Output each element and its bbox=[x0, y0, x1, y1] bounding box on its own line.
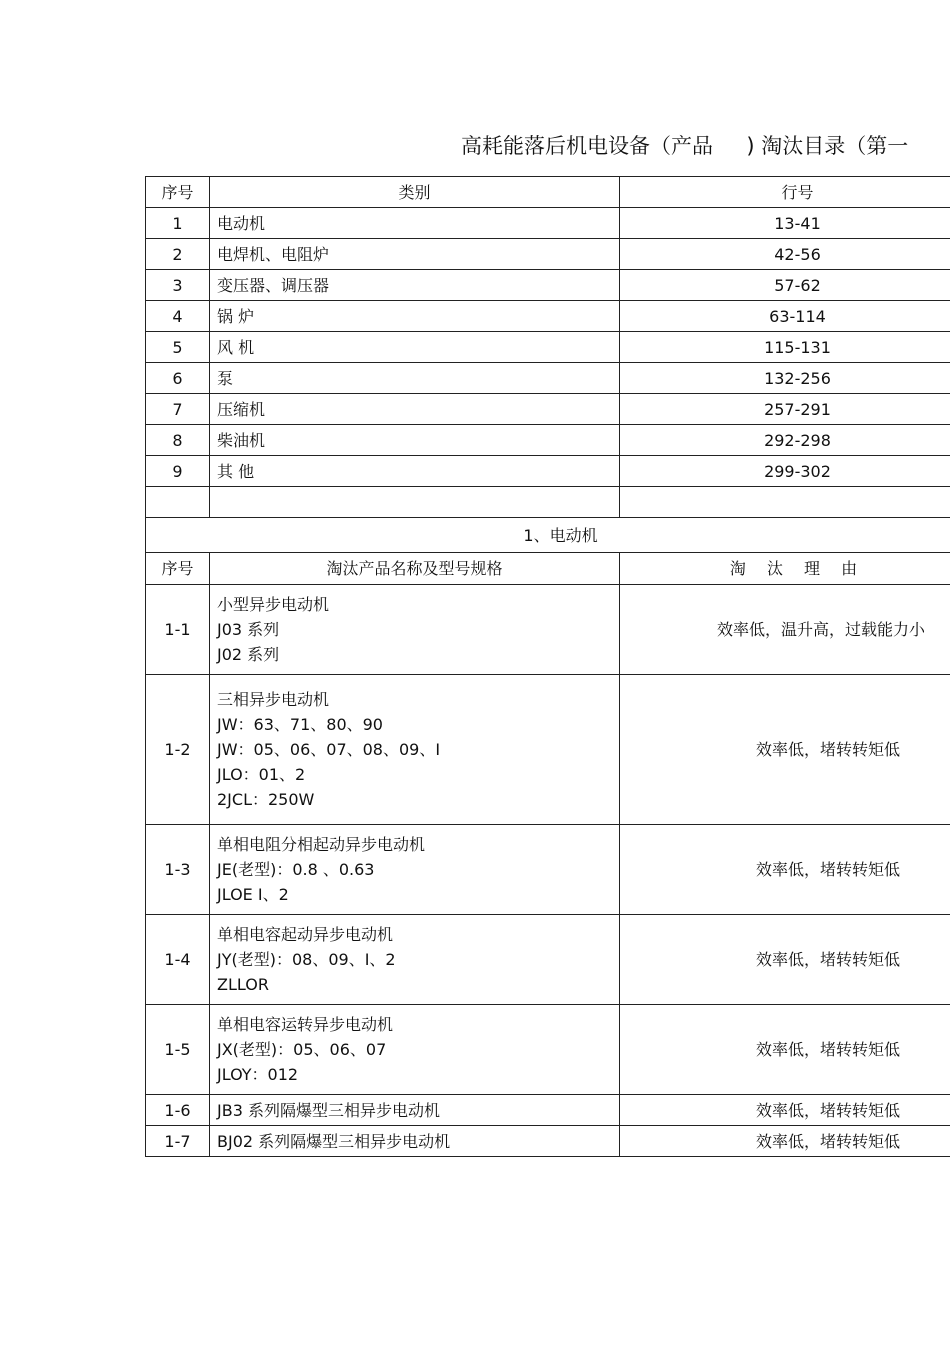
document-title: 高耗能落后机电设备（产品 ) 淘汰目录（第一 bbox=[461, 134, 909, 158]
table-row bbox=[146, 675, 950, 825]
row-no: 1-6 bbox=[146, 1095, 210, 1126]
row-category: 变压器、调压器 bbox=[210, 270, 620, 301]
product-line: JB3 系列隔爆型三相异步电动机 bbox=[210, 1095, 620, 1126]
product-line: J03 系列 bbox=[217, 620, 280, 639]
row-no: 1-7 bbox=[146, 1126, 210, 1157]
header-no: 序号 bbox=[146, 553, 210, 585]
product-cell bbox=[210, 825, 620, 915]
table-row bbox=[146, 332, 950, 363]
product-line: JE(老型)：0.8 、0.63 bbox=[217, 860, 375, 879]
section-title-row bbox=[146, 518, 950, 553]
row-no: 1-4 bbox=[146, 915, 210, 1005]
product-line: JLOE Ⅰ、2 bbox=[217, 885, 289, 904]
row-lines: 13-41 bbox=[620, 208, 950, 239]
row-category: 其 他 bbox=[210, 456, 620, 487]
row-no: 1 bbox=[146, 208, 210, 239]
row-no: 1-1 bbox=[146, 585, 210, 675]
empty-cell bbox=[210, 487, 620, 518]
table-row bbox=[146, 394, 950, 425]
section-header-row bbox=[146, 553, 950, 585]
product-line: JX(老型)：05、06、07 bbox=[217, 1040, 387, 1059]
table-row bbox=[146, 425, 950, 456]
row-category: 压缩机 bbox=[210, 394, 620, 425]
index-header-row bbox=[146, 177, 950, 208]
row-no: 1-2 bbox=[146, 675, 210, 825]
row-no: 8 bbox=[146, 425, 210, 456]
row-no: 4 bbox=[146, 301, 210, 332]
row-lines: 292-298 bbox=[620, 425, 950, 456]
row-no: 2 bbox=[146, 239, 210, 270]
product-cell bbox=[210, 585, 620, 675]
product-line: 小型异步电动机 bbox=[217, 595, 330, 614]
row-category: 电焊机、电阻炉 bbox=[210, 239, 620, 270]
row-lines: 115-131 bbox=[620, 332, 950, 363]
reason-cell: 效率低，堵转转矩低 bbox=[620, 1005, 950, 1095]
row-lines: 299-302 bbox=[620, 456, 950, 487]
table-row bbox=[146, 270, 950, 301]
product-line: JW：05、06、07、08、09、Ⅰ bbox=[217, 740, 441, 759]
reason-cell: 效率低，堵转转矩低 bbox=[620, 1095, 950, 1126]
product-line: JLOY：012 bbox=[217, 1065, 299, 1084]
row-lines: 63-114 bbox=[620, 301, 950, 332]
reason-cell: 效率低，堵转转矩低 bbox=[620, 1126, 950, 1157]
product-line: 单相电容运转异步电动机 bbox=[217, 1015, 394, 1034]
row-no: 1-5 bbox=[146, 1005, 210, 1095]
row-lines: 57-62 bbox=[620, 270, 950, 301]
row-no: 3 bbox=[146, 270, 210, 301]
row-category: 风 机 bbox=[210, 332, 620, 363]
row-no: 6 bbox=[146, 363, 210, 394]
row-lines: 257-291 bbox=[620, 394, 950, 425]
table-row bbox=[146, 301, 950, 332]
product-line: ZLLOR bbox=[217, 975, 269, 994]
product-cell bbox=[210, 1005, 620, 1095]
row-no: 5 bbox=[146, 332, 210, 363]
empty-cell bbox=[620, 487, 950, 518]
section-title: 1、电动机 bbox=[146, 518, 950, 553]
reason-cell: 效率低，温升高，过载能力小 bbox=[620, 585, 950, 675]
header-reason: 淘 汰 理 由 bbox=[620, 553, 950, 585]
header-no: 序号 bbox=[146, 177, 210, 208]
table-row bbox=[146, 1126, 950, 1157]
table-row bbox=[146, 456, 950, 487]
header-lines: 行号 bbox=[620, 177, 950, 208]
row-category: 锅 炉 bbox=[210, 301, 620, 332]
empty-cell bbox=[146, 487, 210, 518]
product-line: JLO：01、2 bbox=[217, 765, 306, 784]
table-row bbox=[146, 915, 950, 1005]
product-line: 单相电阻分相起动异步电动机 bbox=[217, 835, 426, 854]
reason-cell: 效率低，堵转转矩低 bbox=[620, 825, 950, 915]
header-product: 淘汰产品名称及型号规格 bbox=[210, 553, 620, 585]
table-row bbox=[146, 825, 950, 915]
product-line: JW：63、71、80、90 bbox=[217, 715, 383, 734]
header-category: 类别 bbox=[210, 177, 620, 208]
table-row bbox=[146, 1095, 950, 1126]
reason-cell: 效率低，堵转转矩低 bbox=[620, 915, 950, 1005]
product-line: 三相异步电动机 bbox=[217, 690, 330, 709]
table-row bbox=[146, 1005, 950, 1095]
row-no: 1-3 bbox=[146, 825, 210, 915]
row-category: 泵 bbox=[210, 363, 620, 394]
product-line: BJ02 系列隔爆型三相异步电动机 bbox=[210, 1126, 620, 1157]
product-line: 单相电容起动异步电动机 bbox=[217, 925, 394, 944]
product-line: 2JCL：250W bbox=[217, 790, 315, 809]
row-no: 7 bbox=[146, 394, 210, 425]
product-line: JY(老型)：08、09、Ⅰ、2 bbox=[217, 950, 396, 969]
reason-cell: 效率低，堵转转矩低 bbox=[620, 675, 950, 825]
row-category: 柴油机 bbox=[210, 425, 620, 456]
product-line: J02 系列 bbox=[217, 645, 280, 664]
row-category: 电动机 bbox=[210, 208, 620, 239]
empty-row bbox=[146, 487, 950, 518]
table-row bbox=[146, 208, 950, 239]
row-no: 9 bbox=[146, 456, 210, 487]
row-lines: 42-56 bbox=[620, 239, 950, 270]
catalog-table bbox=[145, 176, 950, 1157]
table-row bbox=[146, 585, 950, 675]
product-cell bbox=[210, 915, 620, 1005]
row-lines: 132-256 bbox=[620, 363, 950, 394]
table-row bbox=[146, 239, 950, 270]
table-row bbox=[146, 363, 950, 394]
product-cell bbox=[210, 675, 620, 825]
